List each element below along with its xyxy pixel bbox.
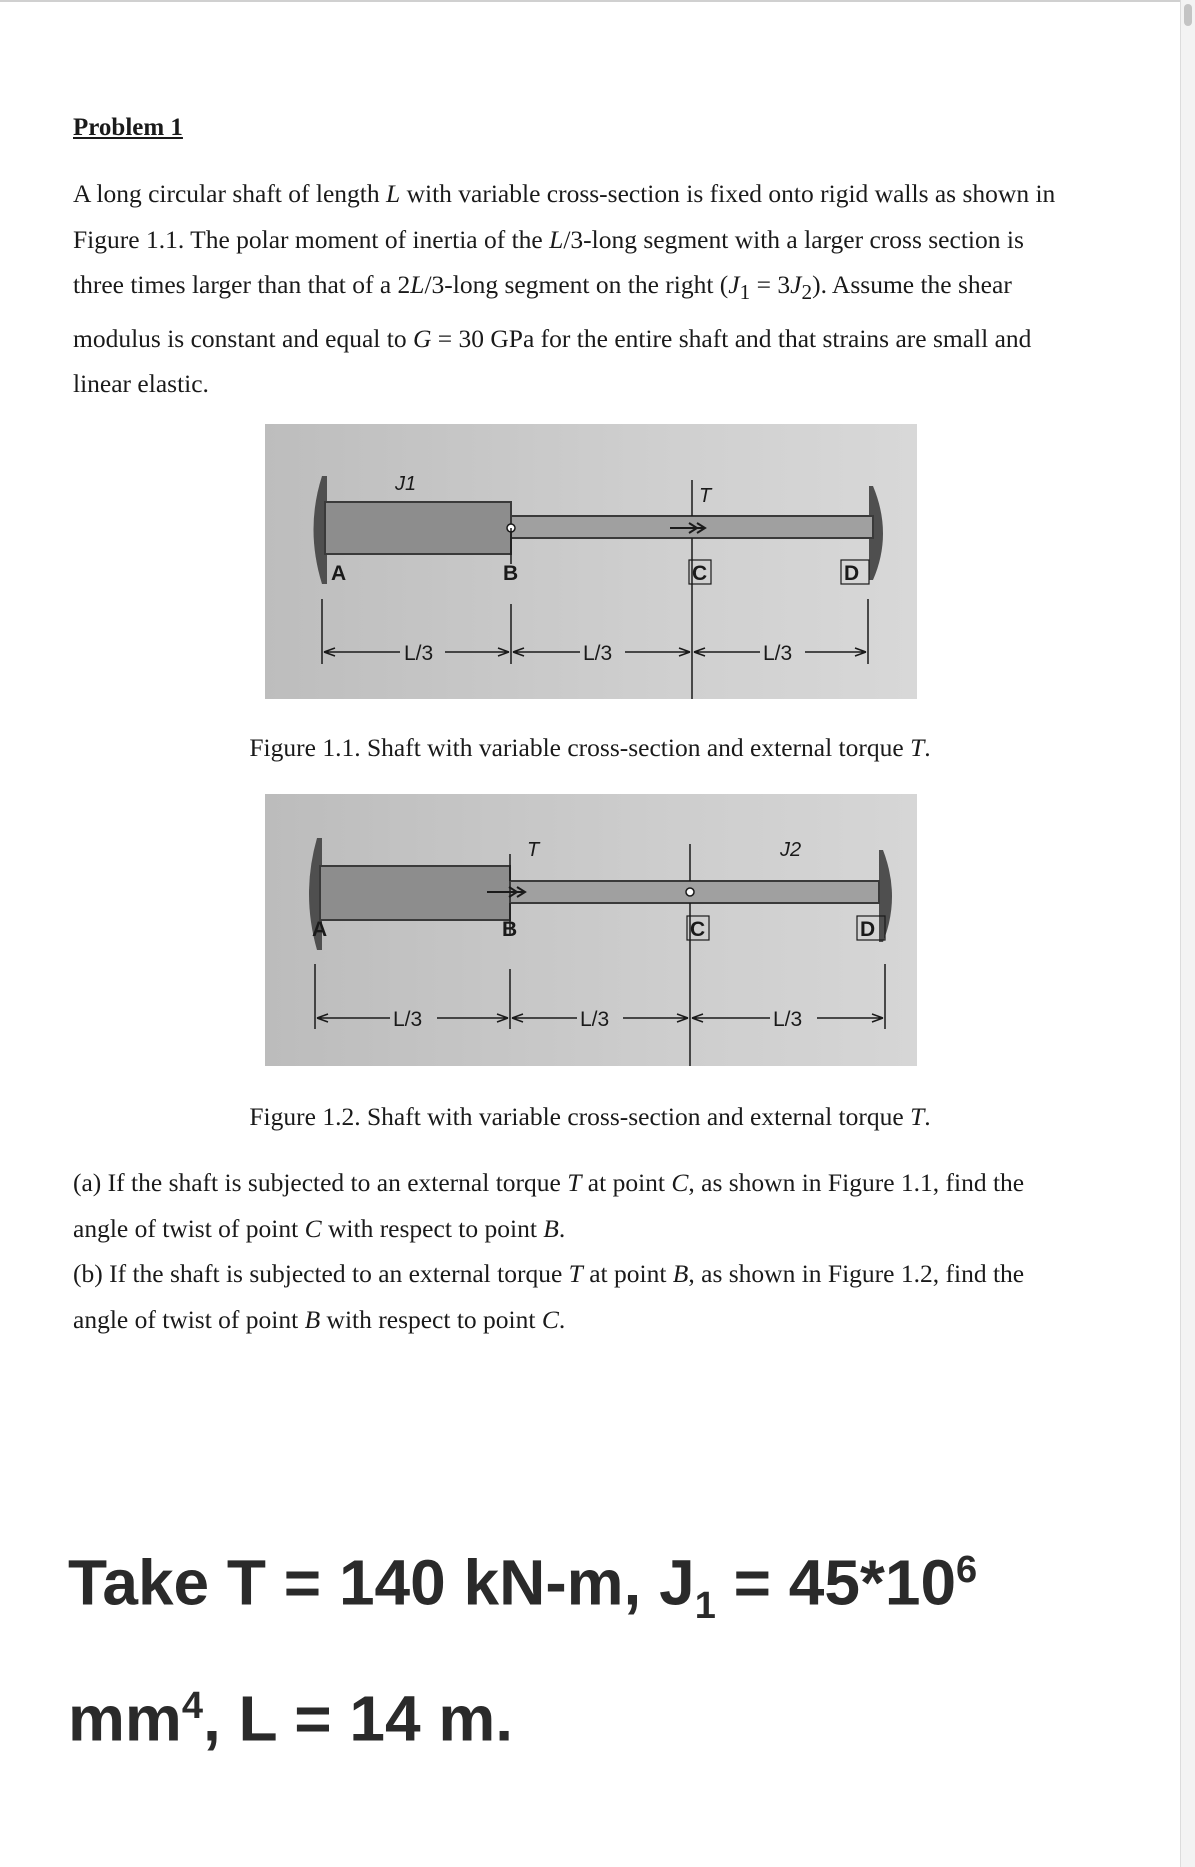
label-a: A xyxy=(331,562,347,585)
questions xyxy=(73,1160,1113,1342)
torque-label: T xyxy=(699,485,712,507)
point-c-marker xyxy=(686,888,694,896)
large-shaft-segment xyxy=(320,866,510,920)
dim-label-2: L/3 xyxy=(583,642,613,665)
given-values xyxy=(68,1520,1168,1768)
given-line-2: $mm^4$, L = 14 m. xyxy=(68,1682,514,1755)
j1-label: J1 xyxy=(395,473,417,495)
figure-1-2-caption: Figure 1.2. Shaft with variable cross-section and external torque T. xyxy=(249,1102,931,1131)
part-a-line-1: (a) If the shaft is subjected to an external torque T at point C, as shown in Figure 1.1, find the xyxy=(73,1168,1025,1197)
intro-line-1: A long circular shaft of length L with variable cross-section is fixed onto rigid walls as shown in xyxy=(73,179,1056,208)
label-b: B xyxy=(503,562,519,585)
large-shaft-segment xyxy=(325,502,511,554)
intro-line-2: Figure 1.1. The polar moment of inertia of the L/3-long segment with a larger cross section is xyxy=(73,224,1024,254)
part-b-line-1: (b) If the shaft is subjected to an external torque T at point B, as shown in Figure 1.2, find the xyxy=(73,1259,1025,1288)
part-b-line-2: angle of twist of point B with respect to point C. xyxy=(73,1304,566,1334)
given-line-1: Take T = 140 kN-m, $J_1 = 45*10^6$ xyxy=(68,1546,978,1628)
label-c: C xyxy=(692,562,708,585)
scrollbar-thumb[interactable] xyxy=(1184,4,1192,26)
part-a-line-2: angle of twist of point C with respect to point B. xyxy=(73,1213,566,1243)
j2-label: J2 xyxy=(780,839,802,861)
torque-label: T xyxy=(527,839,540,861)
intro-line-5: linear elastic. xyxy=(73,369,209,399)
figure-1-1 xyxy=(265,424,917,699)
label-d: D xyxy=(860,918,876,941)
label-b: B xyxy=(502,918,518,941)
label-d: D xyxy=(844,562,860,585)
dim-label-3: L/3 xyxy=(763,642,793,665)
dim-label-3: L/3 xyxy=(773,1008,803,1031)
intro-line-3: three times larger than that of a 2L/3-long segment on the right $(J_1 = 3J_2)$. Assume the shear xyxy=(73,270,1012,305)
dim-label-1: L/3 xyxy=(404,642,434,665)
figure-1-2 xyxy=(265,794,917,1066)
dim-label-1: L/3 xyxy=(393,1008,423,1031)
vertical-scrollbar[interactable] xyxy=(1180,0,1195,1867)
figure-1-1-caption: Figure 1.1. Shaft with variable cross-section and external torque T. xyxy=(249,733,931,762)
intro-line-4: modulus is constant and equal to G = 30 GPa for the entire shaft and that strains are small and xyxy=(73,323,1032,353)
dim-label-2: L/3 xyxy=(580,1008,610,1031)
label-c: C xyxy=(690,918,706,941)
intro-paragraph xyxy=(73,171,1113,407)
problem-heading: Problem 1 xyxy=(73,114,183,141)
label-a: A xyxy=(312,918,328,941)
